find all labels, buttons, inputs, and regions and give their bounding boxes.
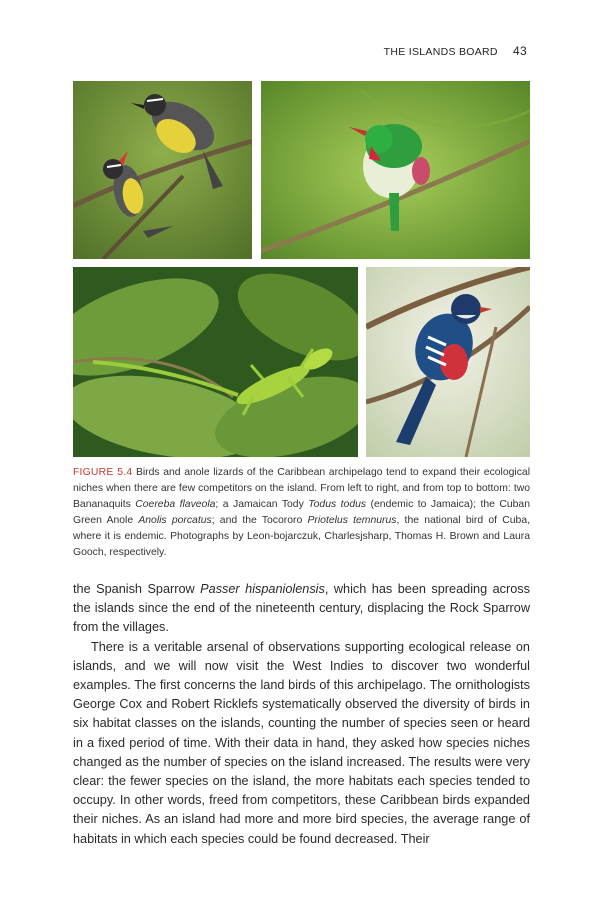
photo-jamaican-tody: [261, 81, 530, 259]
caption-species-4: Priotelus temnurus: [307, 515, 397, 526]
paragraph-1: [73, 580, 530, 638]
photo-bananaquits: [73, 81, 252, 259]
body-text: [73, 580, 530, 849]
page-number: 43: [513, 44, 527, 58]
caption-text-tail: , the national bird of Cuba, where it is endemic. Photographs by Leon-bojarczuk, Charlesjsharp, Thomas H. Brown and Laura Gooch, respectively.: [73, 515, 530, 558]
caption-text-mid1: ; a Jamaican Tody: [215, 499, 309, 510]
figure-label: FIGURE 5.4: [73, 467, 133, 478]
caption-species-2: Todus todus: [308, 499, 367, 510]
photo-tocororo: [366, 267, 530, 457]
caption-species-1: Coereba flaveola: [135, 499, 216, 510]
photo-cuban-green-anole: [73, 267, 358, 457]
p1-tail: , which has been spreading across the islands since the end of the nineteenth century, displacing the Rock Sparrow from the villages.: [73, 582, 530, 635]
p1-species: Passer hispaniolensis: [200, 582, 325, 596]
figure-caption: [73, 465, 530, 561]
caption-text-mid2: (endemic to Jamaica); the Cuban Green Anole: [73, 499, 530, 526]
caption-species-3: Anolis porcatus: [138, 515, 212, 526]
paragraph-2: There is a veritable arsenal of observations supporting ecological release on islands, and we will now visit the West Indies to discover two wonderful examples. The first concerns the land birds of this archipelago. The ornithologists George Cox and Robert Ricklefs systematically observed the diversity of birds in six habitat classes on the islands, counting the number of species seen or heard in a fixed period of time. With their data in hand, they asked how species niches changed as the number of species on the island increased. The results were very clear: the fewer species on the island, the more habitats each species tended to occupy. In other words, freed from competitors, these Caribbean birds expanded their niches. As an island had more and more bird species, the average range of habitats in which each species could be found decreased. Their: [73, 639, 530, 846]
p1-lead: the Spanish Sparrow: [73, 582, 201, 596]
caption-text-lead: Birds and anole lizards of the Caribbean archipelago tend to expand their ecological niches when there are few competitors on the island. From left to right, and from top to bottom: two Bananaquits: [73, 467, 530, 510]
running-head: [384, 44, 527, 58]
running-title: THE ISLANDS BOARD: [383, 46, 498, 58]
caption-text-mid3: ; and the Tocororo: [211, 515, 308, 526]
